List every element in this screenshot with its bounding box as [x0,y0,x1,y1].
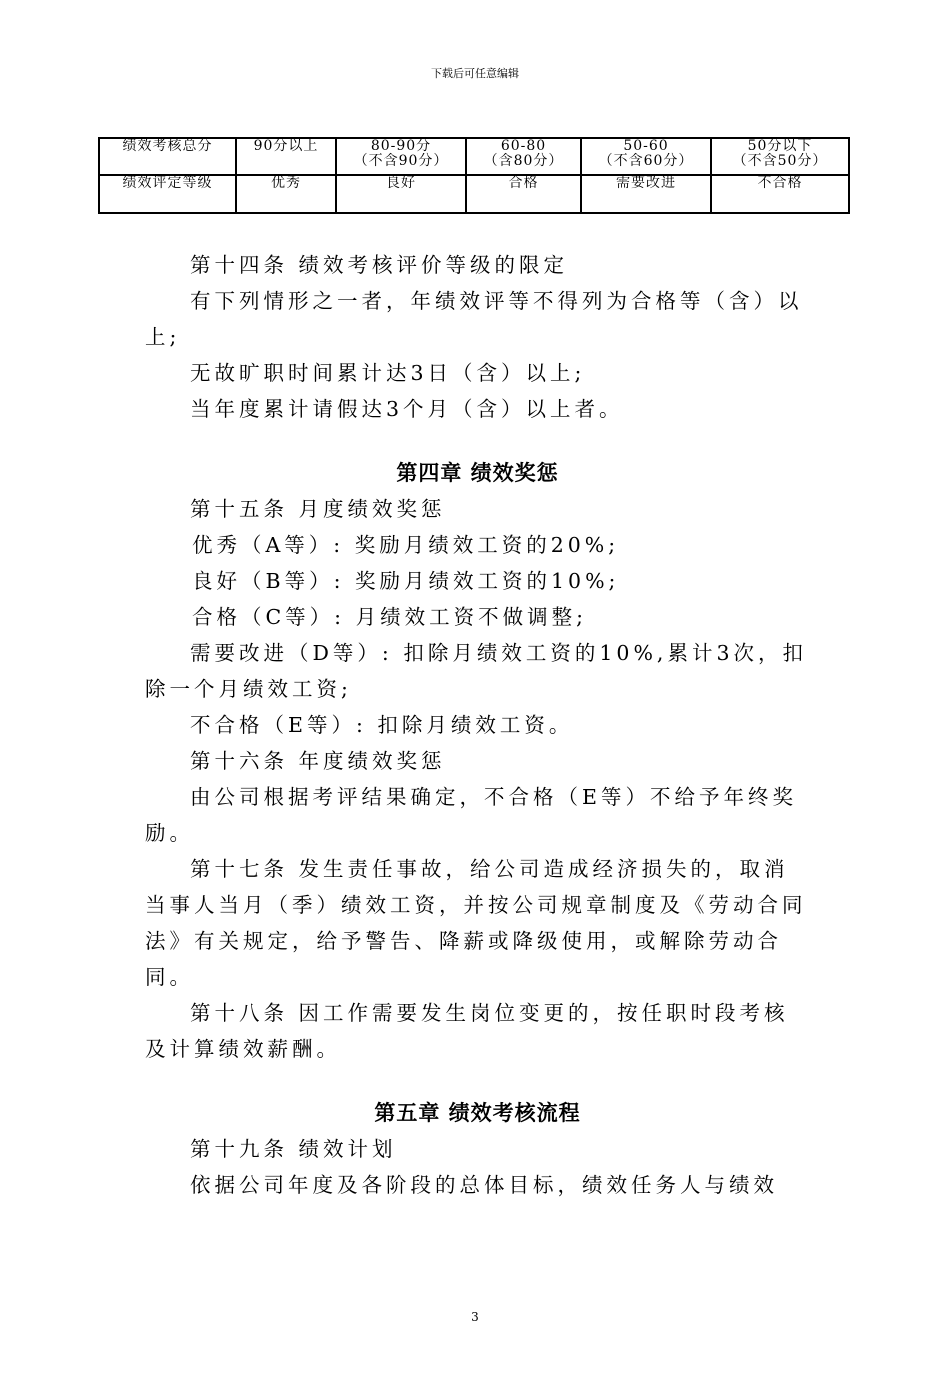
table-cell: 50-60 （不含60分） [581,138,711,175]
page-number: 3 [471,1310,479,1324]
article-15-item-c: 合格（C等）: 月绩效工资不做调整; [192,605,588,629]
article-16-body: 由公司根据考评结果确定，不合格（E等）不给予年终奖励。 [145,785,797,845]
chapter-4-heading: 第四章 绩效奖惩 [396,461,559,485]
article-14-paragraph: 有下列情形之一者，年绩效评等不得列为合格等（含）以上; [145,289,803,349]
chapter-5-heading: 第五章 绩效考核流程 [374,1101,581,1125]
row-label: 绩效评定等级 [99,175,236,213]
article-15-title: 第十五条 月度绩效奖惩 [190,497,446,521]
article-19-body: 依据公司年度及各阶段的总体目标，绩效任务人与绩效 [190,1173,778,1197]
table-row [99,175,849,213]
table-cell: 90分以上 [236,138,336,175]
document-body [145,247,810,1203]
article-15-item-d: 需要改进（D等）: 扣除月绩效工资的10%,累计3次，扣除一个月绩效工资; [145,641,807,701]
table-row [99,138,849,175]
article-14-item: 无故旷职时间累计达3日（含）以上; [190,361,586,385]
article-15-item-e: 不合格（E等）: 扣除月绩效工资。 [190,713,574,737]
table-cell: 需要改进 [581,175,711,213]
table-cell: 60-80 （含80分） [466,138,581,175]
table-cell: 优秀 [236,175,336,213]
article-18: 第十八条 因工作需要发生岗位变更的，按任职时段考核及计算绩效薪酬。 [145,1001,789,1061]
row-label: 绩效考核总分 [99,138,236,175]
table-cell: 良好 [336,175,466,213]
table-cell: 80-90分 （不含90分） [336,138,466,175]
table-cell: 50分以下 （不含50分） [711,138,849,175]
table-cell: 合格 [466,175,581,213]
article-14-title: 第十四条 绩效考核评价等级的限定 [190,253,569,277]
article-15-item-b: 良好（B等）: 奖励月绩效工资的10%; [192,569,620,593]
page-header-note: 下载后可任意编辑 [431,67,519,80]
table-cell: 不合格 [711,175,849,213]
article-17: 第十七条 发生责任事故，给公司造成经济损失的，取消当事人当月（季）绩效工资，并按公司规章制度及《劳动合同法》有关规定，给予警告、降薪或降级使用，或解除劳动合同。 [145,857,807,989]
article-14-item: 当年度累计请假达3个月（含）以上者。 [190,397,624,421]
article-19-title: 第十九条 绩效计划 [190,1137,397,1161]
article-16-title: 第十六条 年度绩效奖惩 [190,749,446,773]
article-15-item-a: 优秀（A等）: 奖励月绩效工资的20%; [192,533,620,557]
grade-table [98,137,850,214]
